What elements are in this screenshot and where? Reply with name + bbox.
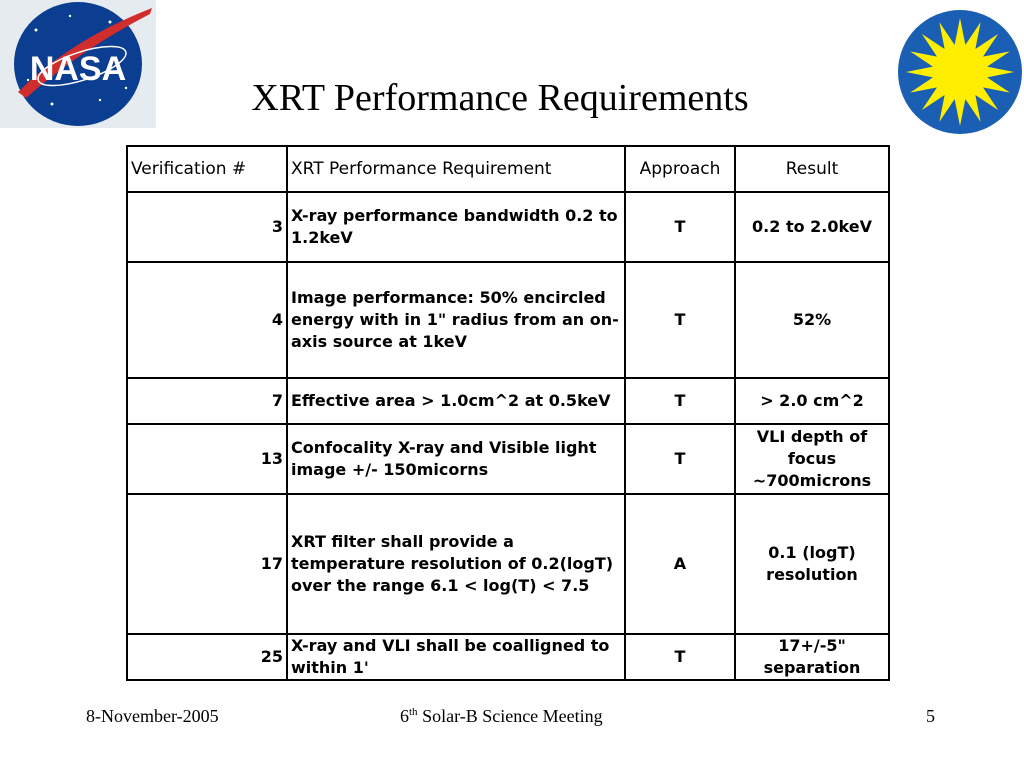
row-requirement: X-ray performance bandwidth 0.2 to 1.2keV bbox=[287, 192, 625, 262]
row-approach: T bbox=[625, 378, 735, 424]
row-result: 52% bbox=[735, 262, 889, 378]
row-result: 0.1 (logT) resolution bbox=[735, 494, 889, 634]
nasa-logo-text: NASA bbox=[29, 50, 127, 88]
row-requirement: Confocality X-ray and Visible light image +/- 150micorns bbox=[287, 424, 625, 494]
footer-meeting-num: 6 bbox=[400, 706, 409, 726]
table-row bbox=[127, 378, 889, 424]
row-verification-num: 3 bbox=[127, 192, 287, 262]
header-verification: Verification # bbox=[127, 146, 287, 192]
row-approach: T bbox=[625, 192, 735, 262]
row-result: > 2.0 cm^2 bbox=[735, 378, 889, 424]
row-requirement: Image performance: 50% encircled energy with in 1" radius from an on-axis source at 1keV bbox=[287, 262, 625, 378]
footer-meeting-sup: th bbox=[409, 706, 418, 718]
table-header-row bbox=[127, 146, 889, 192]
row-verification-num: 13 bbox=[127, 424, 287, 494]
table-row bbox=[127, 634, 889, 680]
row-result: 17+/-5" separation bbox=[735, 634, 889, 680]
row-result: VLI depth of focus ~700microns bbox=[735, 424, 889, 494]
row-verification-num: 25 bbox=[127, 634, 287, 680]
header-result: Result bbox=[735, 146, 889, 192]
table-row bbox=[127, 494, 889, 634]
slide-title: XRT Performance Requirements bbox=[251, 77, 749, 119]
row-approach: A bbox=[625, 494, 735, 634]
row-approach: T bbox=[625, 424, 735, 494]
footer-date: 8-November-2005 bbox=[86, 706, 219, 726]
requirements-table bbox=[126, 145, 890, 681]
footer-meeting bbox=[400, 706, 603, 727]
header-requirement: XRT Performance Requirement bbox=[287, 146, 625, 192]
table-row bbox=[127, 192, 889, 262]
row-requirement: X-ray and VLI shall be coalligned to within 1' bbox=[287, 634, 625, 680]
footer-page-number: 5 bbox=[926, 706, 935, 726]
row-approach: T bbox=[625, 262, 735, 378]
table-row bbox=[127, 424, 889, 494]
header-approach: Approach bbox=[625, 146, 735, 192]
table-row bbox=[127, 262, 889, 378]
row-result: 0.2 to 2.0keV bbox=[735, 192, 889, 262]
requirements-table-container bbox=[126, 145, 888, 679]
row-approach: T bbox=[625, 634, 735, 680]
row-verification-num: 4 bbox=[127, 262, 287, 378]
row-verification-num: 7 bbox=[127, 378, 287, 424]
row-requirement: XRT filter shall provide a temperature resolution of 0.2(logT) over the range 6.1 < log(T) < 7.5 bbox=[287, 494, 625, 634]
footer-meeting-name: Solar-B Science Meeting bbox=[417, 706, 603, 726]
row-verification-num: 17 bbox=[127, 494, 287, 634]
row-requirement: Effective area > 1.0cm^2 at 0.5keV bbox=[287, 378, 625, 424]
